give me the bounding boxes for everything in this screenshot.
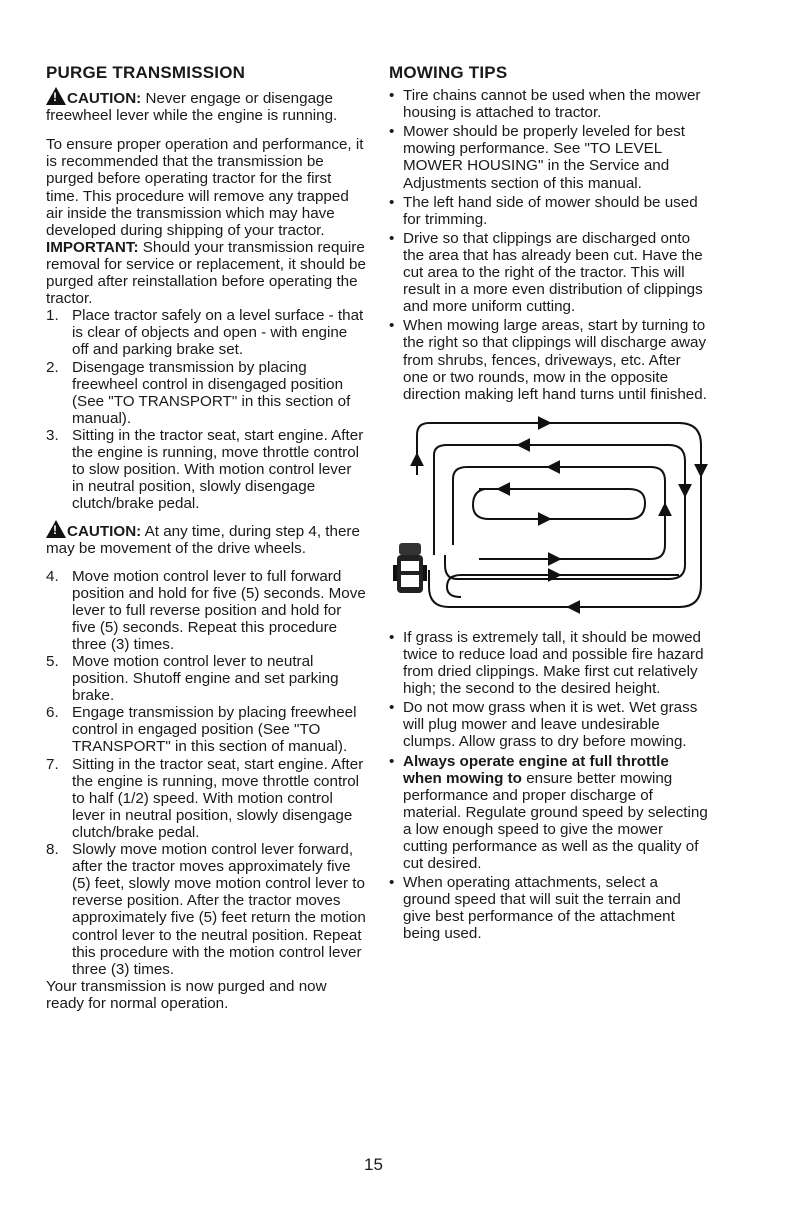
purge-closing: Your transmission is now purged and now ready for normal operation. — [46, 977, 327, 1012]
third-mowing-path — [453, 467, 665, 559]
warning-triangle-icon — [46, 520, 66, 538]
list-item: • The left hand side of mower should be used for trimming. — [389, 194, 709, 228]
purge-intro: To ensure proper operation and performance, it is recommended that the transmission be purged before operating tractor for the first time. This procedure will remove any trapped air inside the transmission which may have developed during shipping of your tractor. — [46, 136, 364, 239]
important-label: IMPORTANT: — [46, 238, 139, 256]
step-number: 2. — [46, 358, 59, 376]
inner-mowing-path — [473, 489, 645, 519]
caution-label: CAUTION: — [67, 90, 142, 108]
step-text: Move motion control lever to neutral position. Shutoff engine and set parking brake. — [72, 653, 339, 705]
list-item — [389, 753, 709, 873]
caution-text: Never engage or disengage freewheel lever while the engine is running. — [46, 90, 338, 125]
list-item: • If grass is extremely tall, it should be mowed twice to reduce load and possible fire hazard from dried clippings. Make first cut relatively high; the second to the desired height. — [389, 629, 709, 697]
tractor-icon — [393, 543, 427, 593]
list-item — [46, 359, 366, 427]
tip-rest: ensure better mowing performance and proper discharge of material. Regulate ground speed by selecting a low enough speed to give the mower cutting performance as well as the quality of cut desired. — [403, 769, 708, 873]
mowing-pattern-diagram — [389, 415, 709, 615]
step-number: 6. — [46, 704, 59, 722]
bold-lead: Always operate engine at full throttle when mowing to — [403, 752, 669, 787]
list-item: • Do not mow grass when it is wet. Wet grass will plug mower and leave undesirable clumps. Allow grass to dry before mowing. — [389, 699, 709, 750]
list-item: • Mower should be properly leveled for best mowing performance. See "TO LEVEL MOWER HOUSING" in the Service and Adjustments section of this manual. — [389, 123, 709, 191]
mowing-tips-column — [389, 64, 709, 945]
caution-freewheel — [46, 87, 366, 124]
mowing-tips-list-bottom — [389, 629, 709, 943]
list-item: • When operating attachments, select a ground speed that will suit the terrain and give best performance of the attachment being used. — [389, 874, 709, 942]
purge-steps-1-3 — [46, 307, 366, 512]
purge-steps-4-8 — [46, 568, 366, 978]
page-number: 15 — [364, 1155, 383, 1174]
list-item — [46, 653, 366, 704]
list-item — [46, 756, 366, 841]
list-item: • When mowing large areas, start by turning to the right so that clippings will discharge away from shrubs, fences, driveways, etc. After one or two rounds, mow in the opposite direction making left hand turns until finished. — [389, 317, 709, 402]
caution-text: At any time, during step 4, there may be movement of the drive wheels. — [46, 523, 360, 558]
list-item — [46, 427, 366, 512]
purge-transmission-heading: PURGE TRANSMISSION — [46, 63, 246, 82]
list-item: • Tire chains cannot be used when the mower housing is attached to tractor. — [389, 87, 709, 121]
important-text: Should your transmission require removal for service or replacement, it should be purged after reinstallation before operating the tractor. — [46, 238, 366, 308]
list-item — [46, 704, 366, 755]
step-text: Sitting in the tractor seat, start engine. After the engine is running, move throttle control to slow position. With motion control lever in neutral position, slowly disengage clutch/brake pedal. — [72, 426, 364, 513]
list-item — [46, 307, 366, 358]
step-text: Slowly move motion control lever forward, after the tractor moves approximately five (5) feet, slowly move motion control lever to reverse position. After the tractor moves approximately five (5) feet return the motion control lever to the neutral position. Repeat this procedure with the motion control lever three (3) times. — [72, 841, 366, 978]
list-item: • Drive so that clippings are discharged onto the area that has already been cut. Have the cut area to the right of the tractor. This will result in a more even distribution of clippings and more uniform cutting. — [389, 230, 709, 315]
step-text: Disengage transmission by placing freewheel control in disengaged position (See "TO TRANSPORT" in this section of manual). — [72, 358, 351, 427]
caution-label: CAUTION: — [67, 523, 142, 541]
step-number: 1. — [46, 307, 59, 325]
mowing-tips-list-top — [389, 87, 709, 403]
caution-drive-wheels — [46, 520, 366, 557]
step-number: 4. — [46, 567, 59, 585]
warning-triangle-icon — [46, 87, 66, 105]
step-number: 8. — [46, 841, 59, 859]
step-text: Move motion control lever to full forward position and hold for five (5) seconds. Move lever to full reverse position and hold for five (5) seconds. Repeat this procedure three (3) times. — [72, 567, 366, 653]
mowing-tips-heading: MOWING TIPS — [389, 63, 508, 82]
step-text: Engage transmission by placing freewheel control in engaged position (See "TO TRANSPORT" in this section of manual). — [72, 704, 357, 756]
purge-transmission-column — [46, 64, 366, 1012]
step-text: Place tractor safely on a level surface - that is clear of objects and open - with engine off and parking brake set. — [72, 307, 364, 359]
step-number: 3. — [46, 426, 59, 444]
step-number: 7. — [46, 755, 59, 773]
important-note — [46, 239, 366, 307]
list-item — [46, 568, 366, 653]
step-number: 5. — [46, 653, 59, 670]
list-item — [46, 841, 366, 978]
step-text: Sitting in the tractor seat, start engine. After the engine is running, move throttle control to half (1/2) speed. With motion control lever in neutral position, slowly disengage clutch/brake pedal. — [72, 755, 364, 841]
